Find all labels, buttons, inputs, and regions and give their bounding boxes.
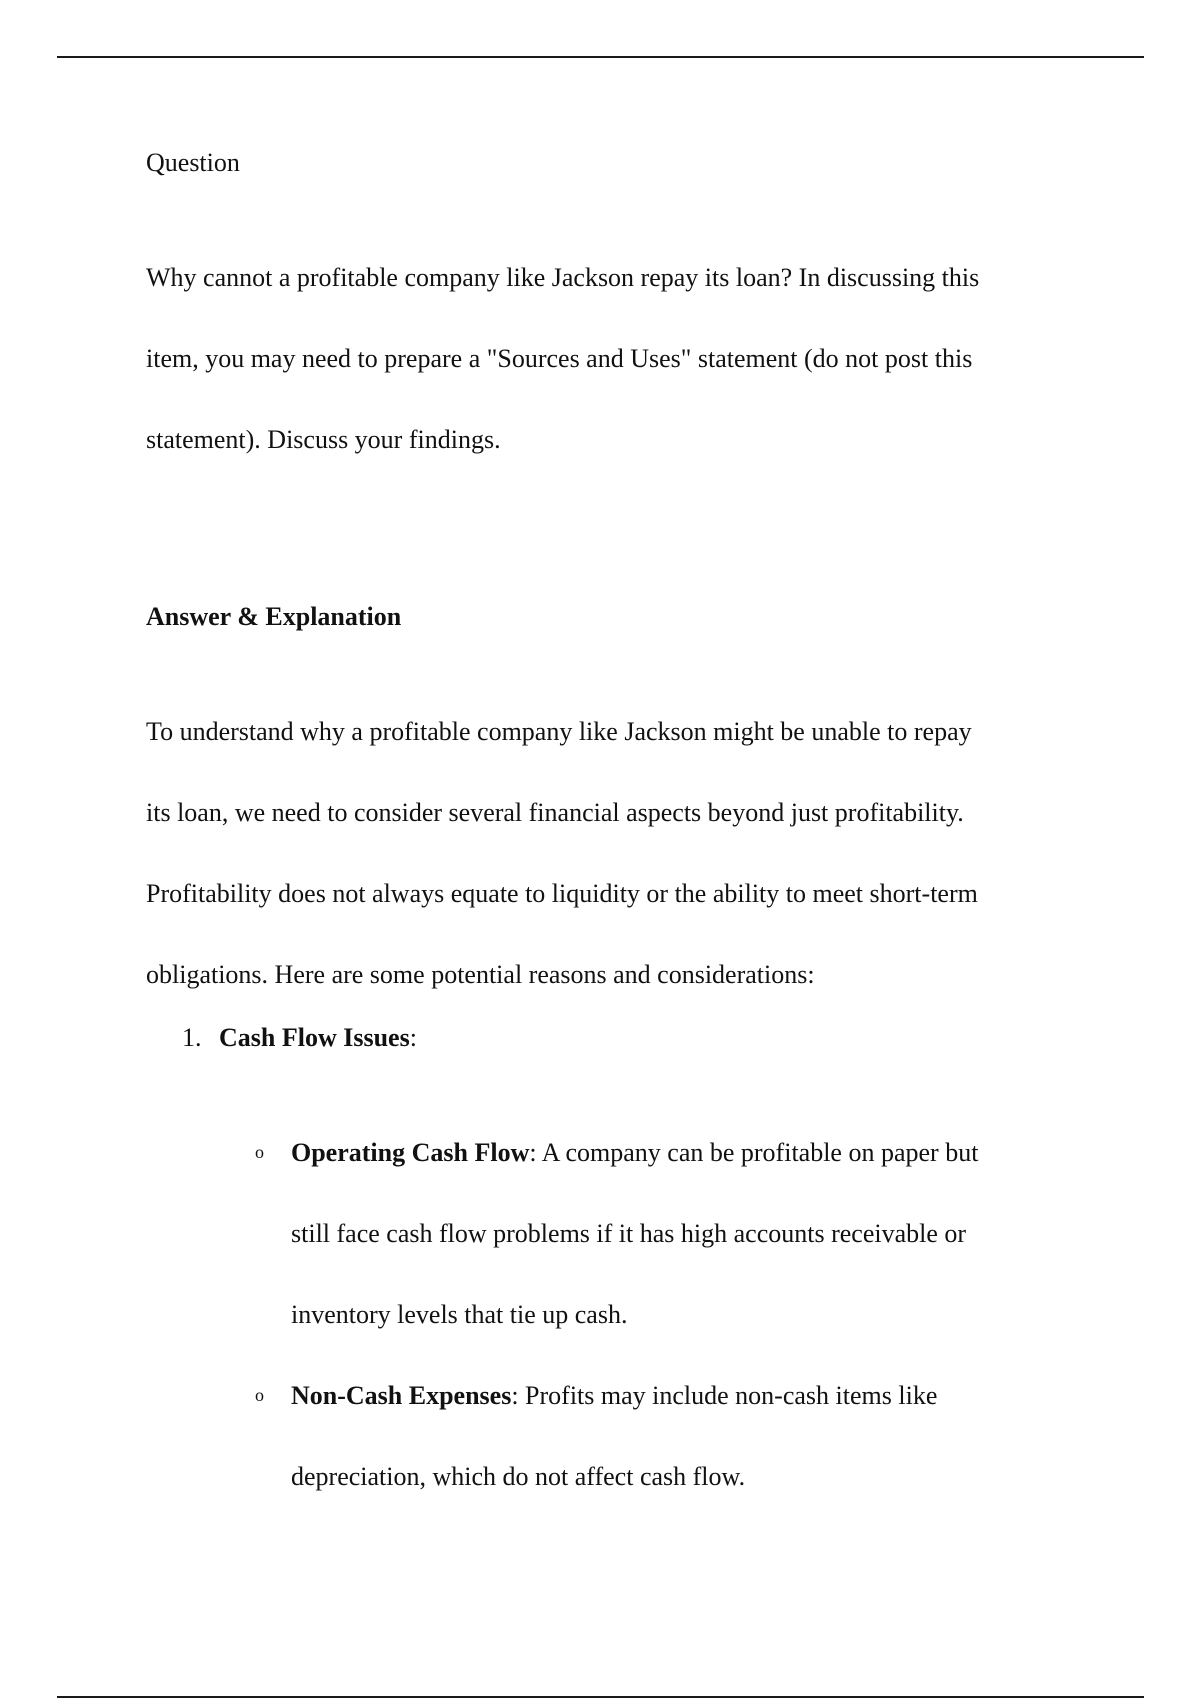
section-spacer [146, 480, 1066, 594]
list-item-suffix: : [409, 1023, 417, 1052]
intro-line: its loan, we need to consider several financial aspects beyond just profitability. [146, 798, 964, 827]
sub-item-operating-cash-flow [255, 1112, 1066, 1355]
bullet-icon: o [255, 1142, 264, 1162]
document-body [146, 140, 1066, 1517]
sub-item-line: inventory levels that tie up cash. [291, 1300, 628, 1329]
question-line: statement). Discuss your findings. [146, 425, 501, 454]
answer-intro [146, 691, 1066, 1015]
sub-item-text: : A company can be profitable on paper but [529, 1138, 979, 1167]
intro-line: Profitability does not always equate to liquidity or the ability to meet short-term [146, 879, 978, 908]
header-rule [57, 56, 1144, 58]
question-label: Question [146, 148, 240, 177]
sub-item-first-line [291, 1112, 1066, 1193]
list-item-text [219, 1015, 417, 1061]
list-item-cash-flow-issues [146, 1015, 1066, 1112]
sub-item-line: depreciation, which do not affect cash flow. [291, 1462, 746, 1491]
footer-rule [57, 1696, 1144, 1698]
sub-item-title: Operating Cash Flow [291, 1138, 530, 1167]
question-line: item, you may need to prepare a "Sources and Uses" statement (do not post this [146, 344, 973, 373]
question-line: Why cannot a profitable company like Jackson repay its loan? In discussing this [146, 263, 980, 292]
sub-item-line: still face cash flow problems if it has high accounts receivable or [291, 1219, 967, 1248]
intro-line: To understand why a profitable company like Jackson might be unable to repay [146, 717, 972, 746]
question-text [146, 237, 1066, 480]
bullet-icon: o [255, 1385, 264, 1405]
list-number: 1. [182, 1023, 202, 1052]
sub-item-text: : Profits may include non-cash items like [511, 1381, 938, 1410]
intro-line: obligations. Here are some potential reasons and considerations: [146, 960, 815, 989]
sub-item-non-cash-expenses [255, 1355, 1066, 1517]
answer-heading: Answer & Explanation [146, 602, 402, 631]
sub-item-first-line [291, 1355, 1066, 1436]
list-item-title: Cash Flow Issues [219, 1023, 410, 1052]
sub-item-title: Non-Cash Expenses [291, 1381, 512, 1410]
